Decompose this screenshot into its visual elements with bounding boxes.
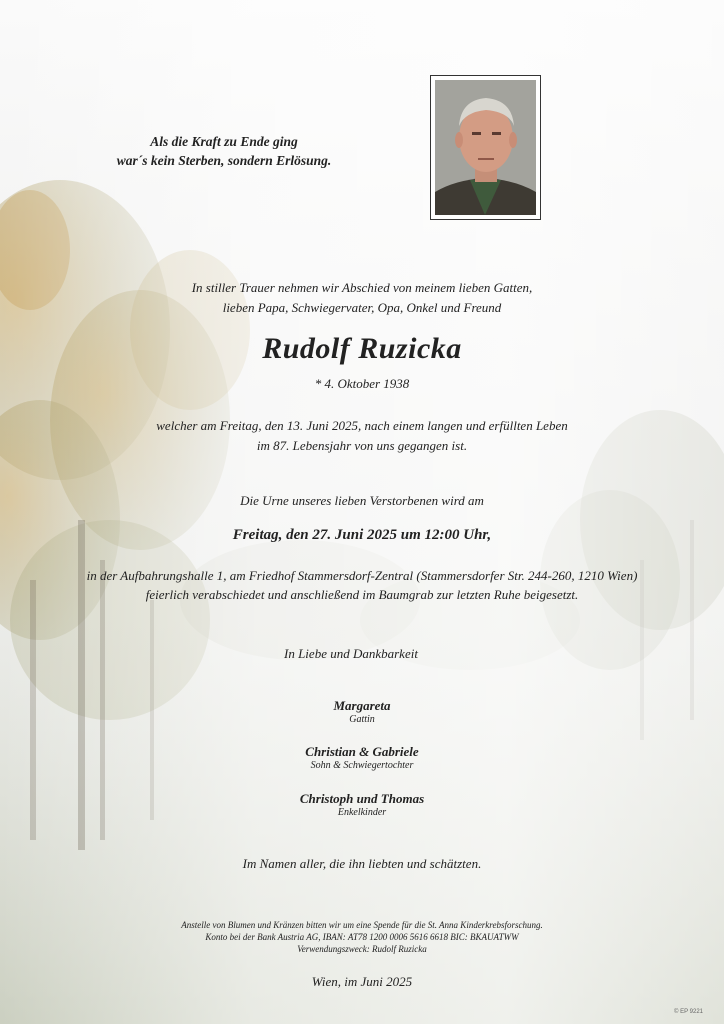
passing-text xyxy=(0,416,724,456)
ceremony-date: Freitag, den 27. Juni 2025 um 12:00 Uhr, xyxy=(232,527,492,543)
donation-line-2: Konto bei der Bank Austria AG, IBAN: AT78 1200 0006 5616 6618 BIC: BKAUATWW xyxy=(205,932,519,942)
intro-line-2: lieben Papa, Schwiegervater, Opa, Onkel und Freund xyxy=(222,300,502,315)
place-and-date: Wien, im Juni 2025 xyxy=(311,974,413,989)
family-member xyxy=(0,698,724,725)
intro-text xyxy=(0,278,724,318)
closing-text: In Liebe und Dankbarkeit xyxy=(284,646,418,661)
portrait-photo xyxy=(430,75,541,220)
family-member-role: Gattin xyxy=(349,714,375,725)
donation-line-3: Verwendungszweck: Rudolf Ruzicka xyxy=(297,944,427,954)
intro-line-1: In stiller Trauer nehmen wir Abschied von meinem lieben Gatten, xyxy=(191,280,533,295)
family-member xyxy=(0,791,724,818)
passing-line-1: welcher am Freitag, den 13. Juni 2025, nach einem langen und erfüllten Leben xyxy=(156,418,568,433)
portrait-image xyxy=(435,80,536,215)
all-names-text: Im Namen aller, die ihn liebten und schätzten. xyxy=(242,856,482,871)
urn-text: Die Urne unseres lieben Verstorbenen wird am xyxy=(240,493,484,508)
birth-date: * 4. Oktober 1938 xyxy=(314,376,410,391)
passing-line-2: im 87. Lebensjahr von uns gegangen ist. xyxy=(256,438,468,453)
place-line-2: feierlich verabschiedet und anschließend im Baumgrab zur letzten Ruhe beigesetzt. xyxy=(145,587,579,602)
ceremony-place xyxy=(0,566,724,604)
motto xyxy=(100,132,348,170)
family-member-name: Margareta xyxy=(333,698,391,713)
family-member-role: Sohn & Schwiegertochter xyxy=(310,760,414,771)
place-line-1: in der Aufbahrungshalle 1, am Friedhof Stammersdorf-Zentral (Stammersdorfer Str. 244-260, 1210 Wien) xyxy=(86,568,638,583)
family-member-name: Christian & Gabriele xyxy=(305,744,419,759)
family-member-role: Enkelkinder xyxy=(337,807,387,818)
motto-line-2: war´s kein Sterben, sondern Erlösung. xyxy=(116,153,332,168)
family-member xyxy=(0,744,724,771)
donation-note xyxy=(0,919,724,955)
print-code: © EP 9221 xyxy=(674,1009,703,1015)
family-member-name: Christoph und Thomas xyxy=(299,791,425,806)
donation-line-1: Anstelle von Blumen und Kränzen bitten wir um eine Spende für die St. Anna Kinderkrebsforschung. xyxy=(181,920,543,930)
motto-line-1: Als die Kraft zu Ende ging xyxy=(150,134,298,149)
deceased-name: Rudolf Ruzicka xyxy=(262,332,462,365)
